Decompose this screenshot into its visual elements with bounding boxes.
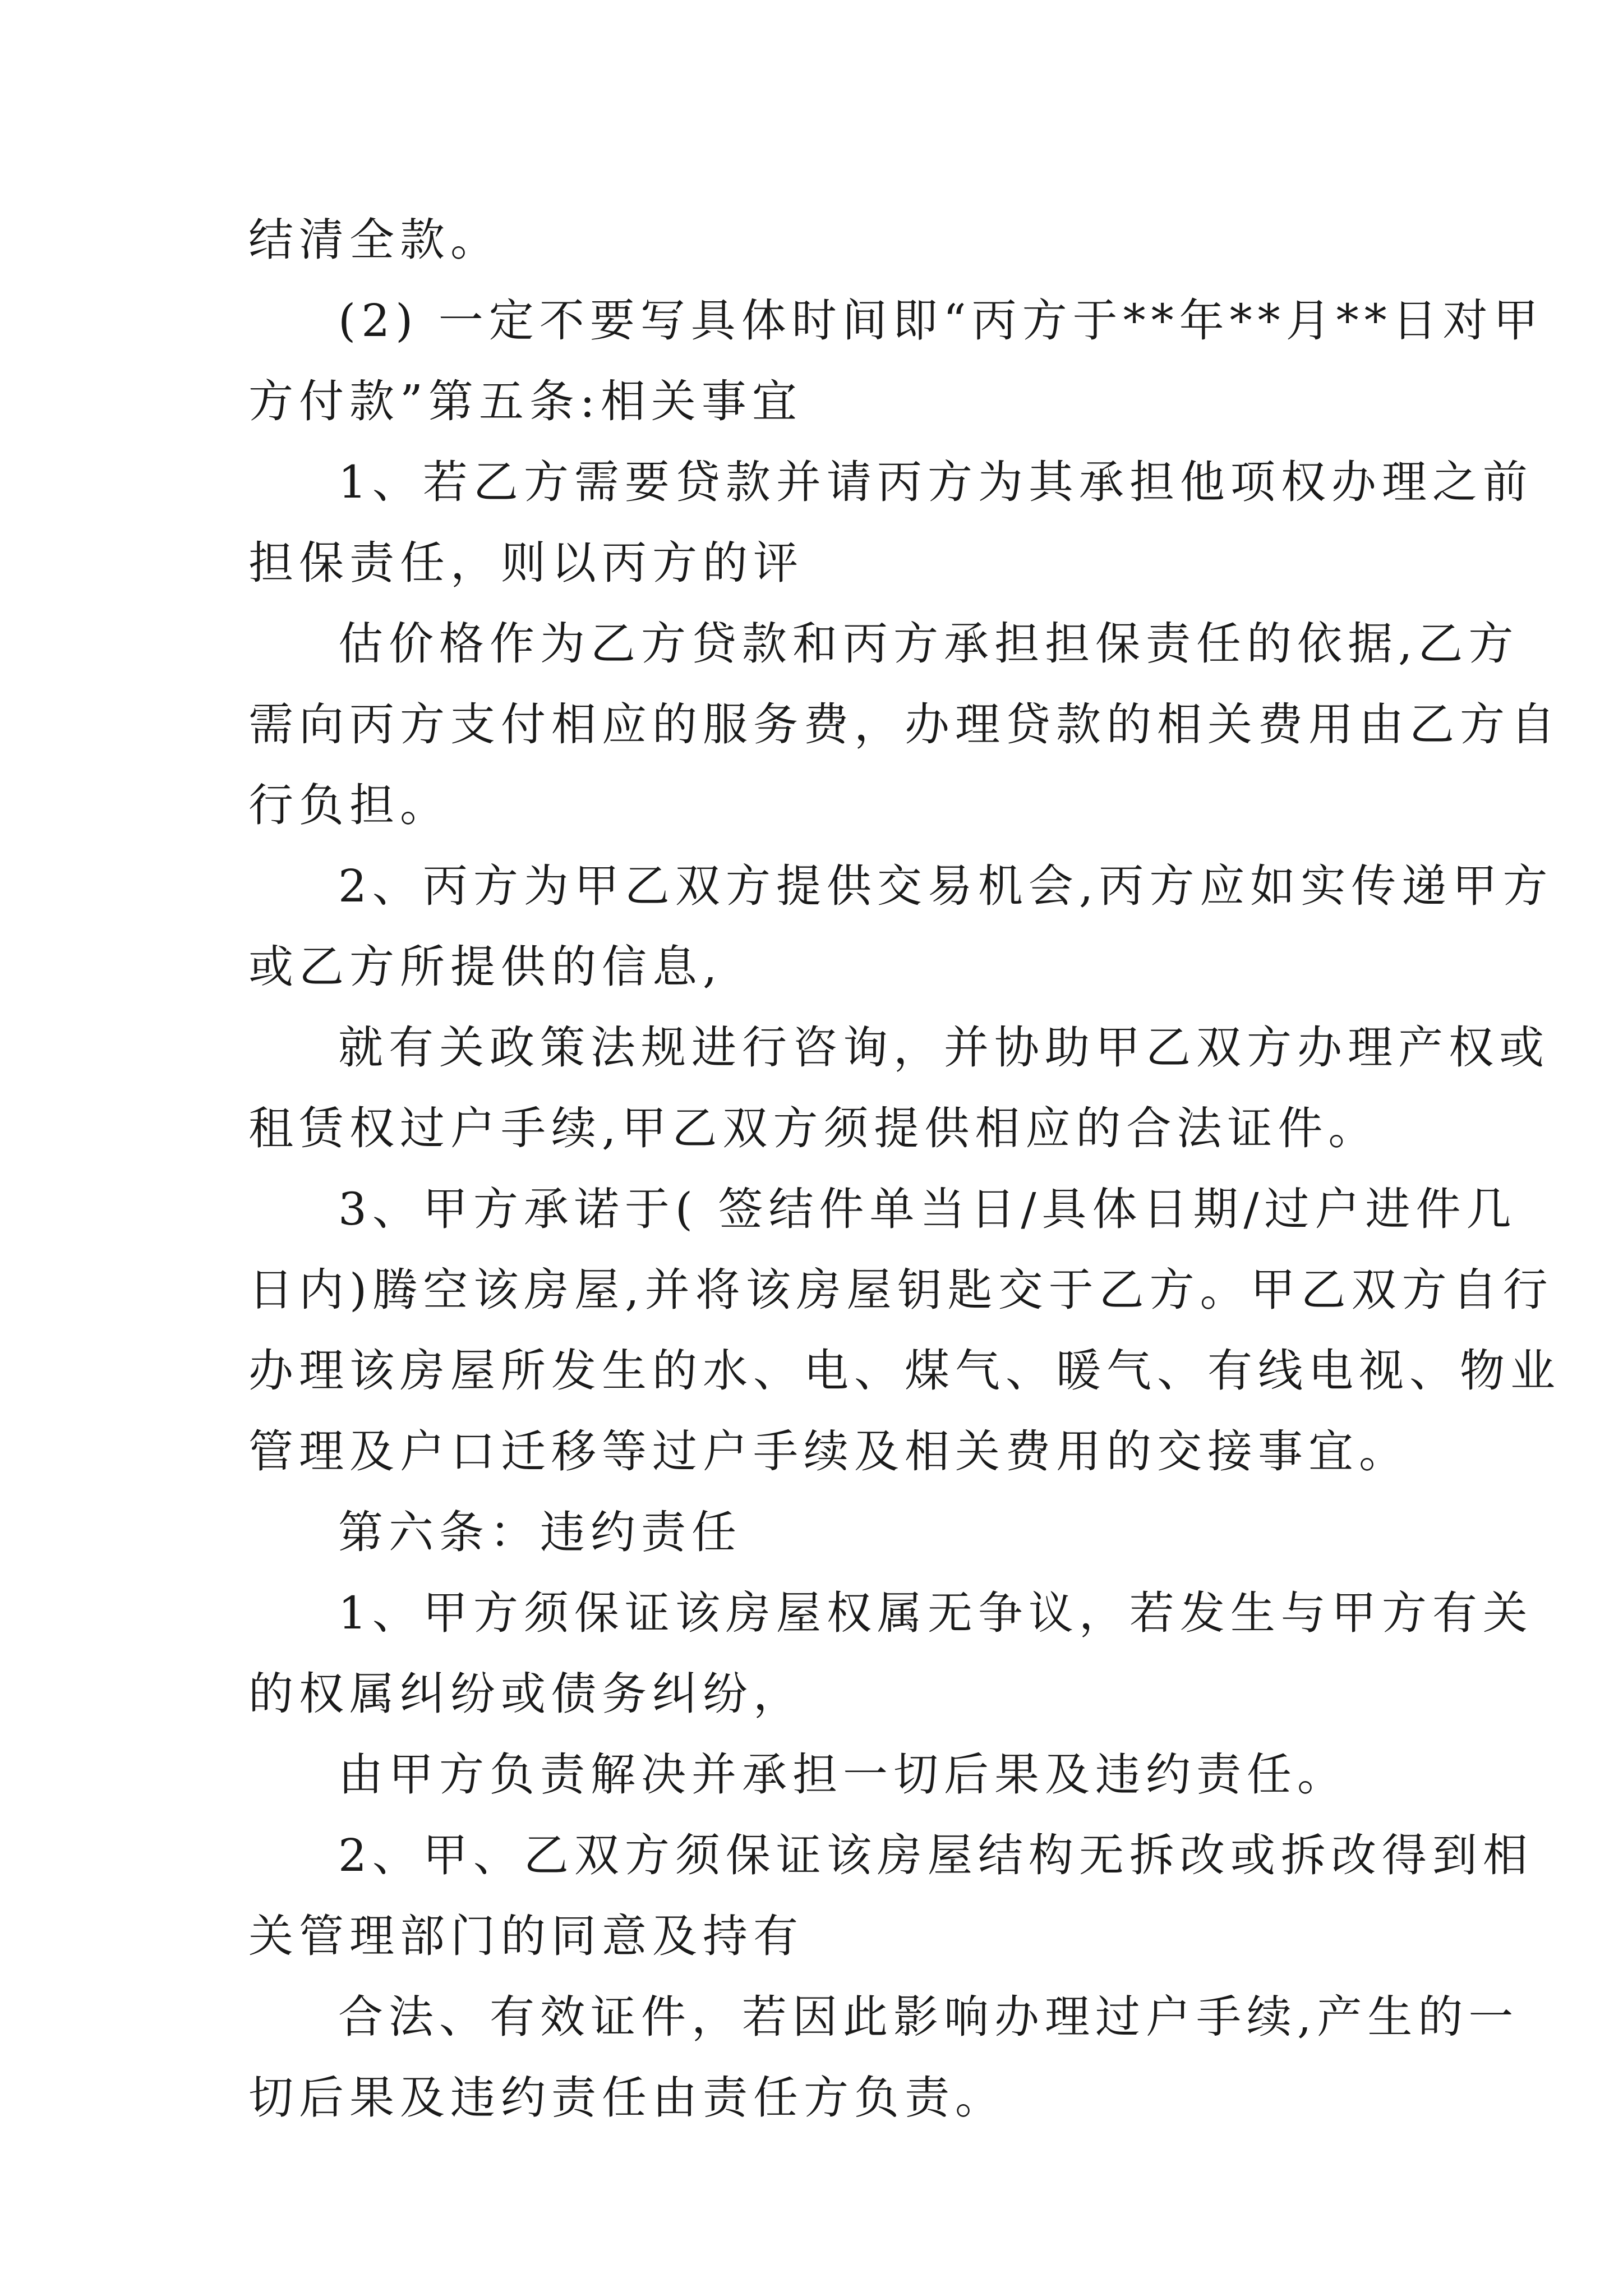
text-line: (2) 一定不要写具体时间即“丙方于**年**月**日对甲 (338, 295, 1544, 347)
text-line: 2、丙方为甲乙双方提供交易机会,丙方应如实传递甲方 (338, 860, 1553, 912)
text-line: 1、若乙方需要贷款并请丙方为其承担他项权办理之前 (338, 456, 1533, 508)
text-line: 切后果及违约责任由责任方负责。 (248, 2072, 1006, 2124)
text-line: 关管理部门的同意及持有 (248, 1910, 804, 1962)
text-line: 合法、有效证件，若因此影响办理过户手续,产生的一 (338, 1991, 1519, 2043)
text-line: 需向丙方支付相应的服务费，办理贷款的相关费用由乙方自 (248, 698, 1561, 751)
text-line: 2、甲、乙双方须保证该房屋结构无拆改或拆改得到相 (338, 1829, 1533, 1881)
text-line: 方付款”第五条:相关事宜 (248, 375, 803, 427)
text-line: 估价格作为乙方贷款和丙方承担担保责任的依据,乙方 (338, 618, 1519, 670)
text-line: 结清全款。 (248, 214, 501, 266)
text-line: 管理及户口迁移等过户手续及相关费用的交接事宜。 (248, 1425, 1409, 1478)
text-line: 3、甲方承诺于( 签结件单当日/具体日期/过户进件几 (338, 1183, 1517, 1235)
document-body (248, 200, 1561, 2138)
text-line: 办理该房屋所发生的水、电、煤气、暖气、有线电视、物业 (248, 1345, 1561, 1397)
text-line: 的权属纠纷或债务纠纷， (248, 1668, 804, 1720)
text-line: 第六条：违约责任 (338, 1506, 742, 1558)
text-line: 租赁权过户手续,甲乙双方须提供相应的合法证件。 (248, 1102, 1379, 1154)
text-line: 担保责任，则以丙方的评 (248, 537, 804, 589)
text-line: 行负担。 (248, 779, 450, 831)
text-line: 由甲方负责解决并承担一切后果及违约责任。 (338, 1749, 1348, 1801)
text-line: 日内)腾空该房屋,并将该房屋钥匙交于乙方。甲乙双方自行 (248, 1264, 1553, 1316)
text-line: 1、甲方须保证该房屋权属无争议，若发生与甲方有关 (338, 1587, 1533, 1639)
text-line: 就有关政策法规进行咨询，并协助甲乙双方办理产权或 (338, 1022, 1550, 1074)
text-line: 或乙方所提供的信息, (248, 941, 723, 993)
